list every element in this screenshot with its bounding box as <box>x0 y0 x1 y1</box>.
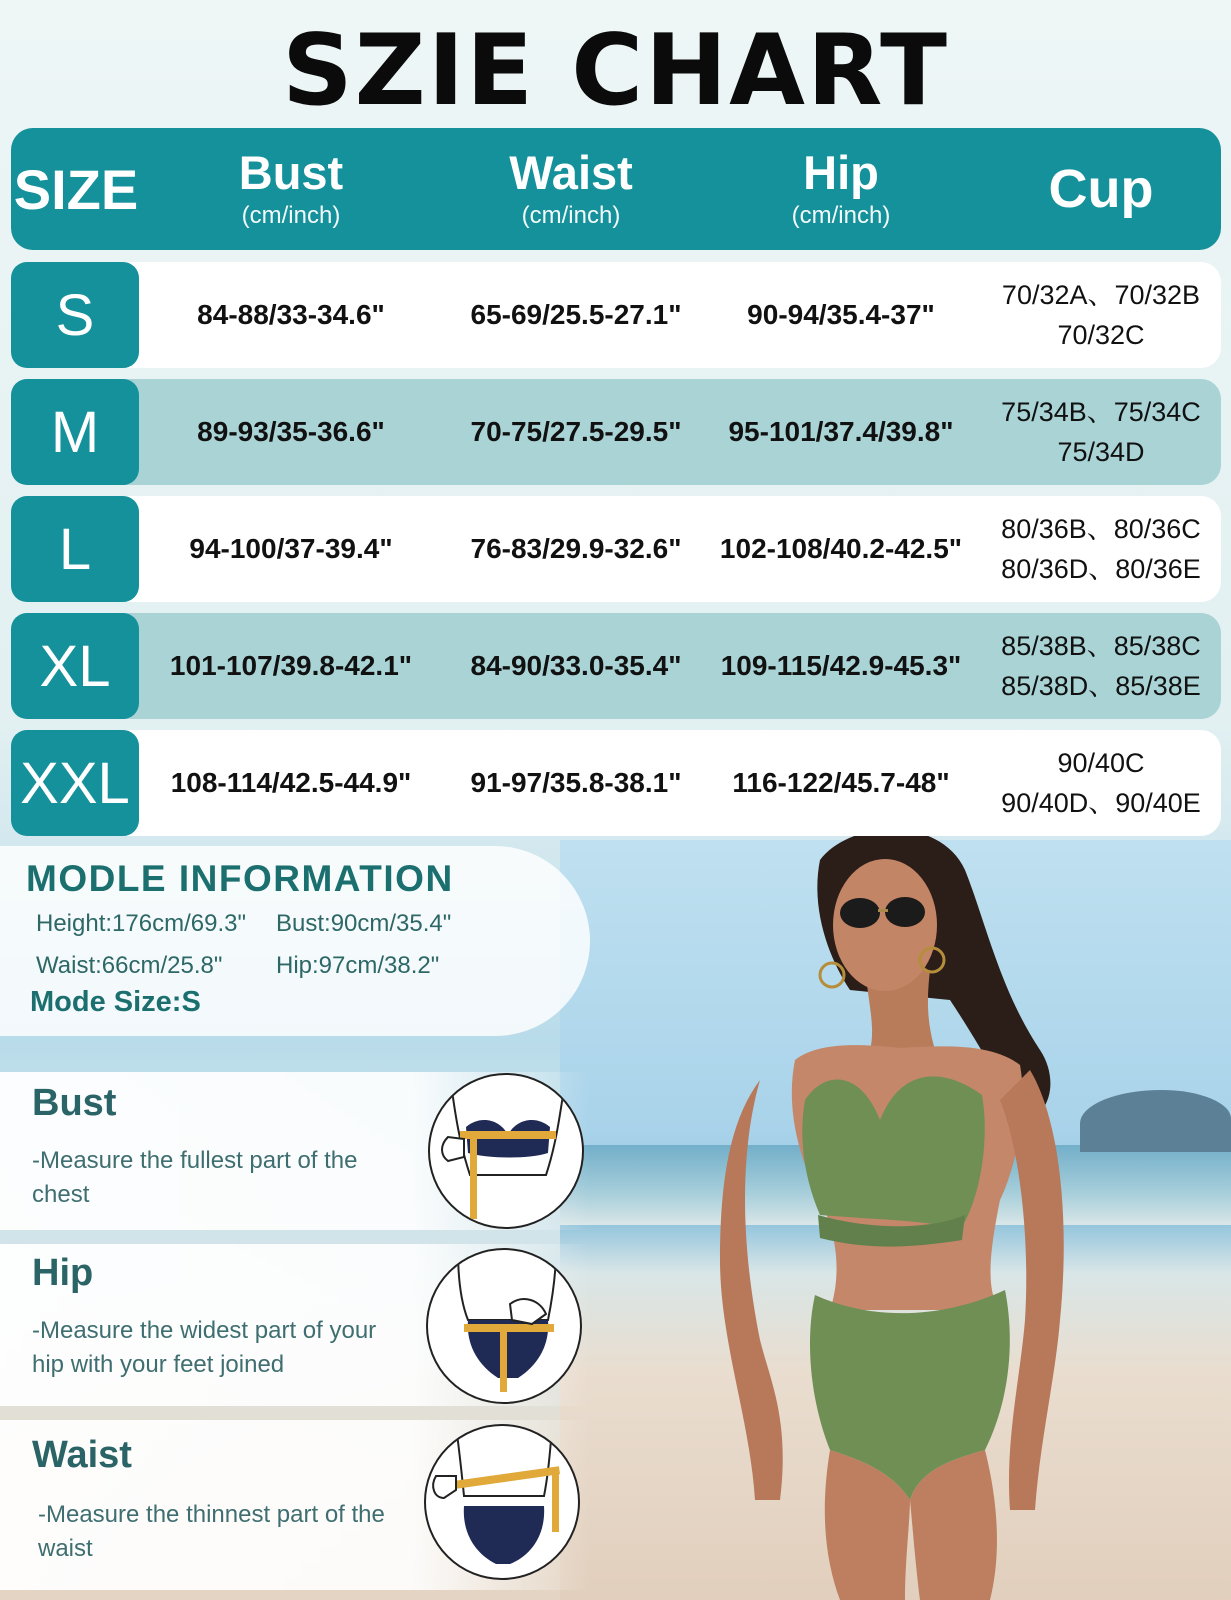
size-row-m <box>11 379 1221 485</box>
hip-value: 95-101/37.4/39.8" <box>728 416 954 447</box>
model-bust: Bust:90cm/35.4" <box>276 910 452 937</box>
model-hip: Hip:97cm/38.2" <box>276 952 440 979</box>
measure-waist-title: Waist <box>32 1434 132 1476</box>
page-title: SZIE CHART <box>282 14 949 128</box>
cup-line-1: 90/40C <box>1057 747 1145 778</box>
header-size-label: SIZE <box>13 157 139 221</box>
waist-value: 76-83/29.9-32.6" <box>470 533 682 564</box>
size-label: S <box>11 262 139 368</box>
cup-values <box>986 730 1216 836</box>
cup-values <box>986 379 1216 485</box>
cup-line-1: 75/34B、75/34C <box>1001 396 1201 427</box>
cup-line-2: 85/38D、85/38E <box>1001 671 1201 701</box>
cup-values <box>986 262 1216 368</box>
header-cup-label: Cup <box>1048 158 1154 219</box>
waist-value: 84-90/33.0-35.4" <box>470 650 682 681</box>
measure-hip-title: Hip <box>32 1252 94 1294</box>
size-label: XXL <box>11 730 139 836</box>
model-info-title: MODLE INFORMATION <box>26 858 454 899</box>
size-row-l <box>11 496 1221 602</box>
cup-line-1: 80/36B、80/36C <box>1001 513 1201 544</box>
waist-measure-icon <box>424 1424 580 1580</box>
size-label: L <box>11 496 139 602</box>
bust-measure-icon <box>428 1073 584 1229</box>
measure-bust-title: Bust <box>32 1082 117 1124</box>
size-row-xl <box>11 613 1221 719</box>
hip-value: 102-108/40.2-42.5" <box>719 533 963 564</box>
waist-value: 70-75/27.5-29.5" <box>470 416 682 447</box>
cup-line-1: 70/32A、70/32B <box>1001 279 1201 310</box>
model-height: Height:176cm/69.3" <box>36 910 246 937</box>
header-waist <box>441 128 701 250</box>
hip-value: 116-122/45.7-48" <box>732 767 950 798</box>
waist-value: 65-69/25.5-27.1" <box>470 299 682 330</box>
cup-line-2: 90/40D、90/40E <box>1001 788 1201 818</box>
measure-waist-desc: -Measure the thinnest part of the waist <box>38 1501 385 1563</box>
size-chart-header <box>11 128 1221 250</box>
bust-value: 108-114/42.5-44.9" <box>170 767 412 798</box>
header-hip-unit: (cm/inch) <box>791 201 891 229</box>
header-bust-label: Bust <box>238 146 344 200</box>
size-row-s <box>11 262 1221 368</box>
cup-line-2: 75/34D <box>1057 437 1145 467</box>
hip-measure-icon <box>426 1248 582 1404</box>
cup-values <box>986 496 1216 602</box>
bust-value: 89-93/35-36.6" <box>197 416 385 447</box>
size-label: M <box>11 379 139 485</box>
hip-value: 109-115/42.9-45.3" <box>720 650 962 681</box>
measure-hip-desc: -Measure the widest part of your hip with your feet joined <box>32 1317 377 1379</box>
cup-line-1: 85/38B、85/38C <box>1001 630 1201 661</box>
model-waist: Waist:66cm/25.8" <box>36 952 223 979</box>
bust-value: 94-100/37-39.4" <box>189 533 393 564</box>
header-cup <box>986 128 1216 250</box>
bust-value: 84-88/33-34.6" <box>197 299 385 330</box>
cup-line-2: 70/32C <box>1057 320 1145 350</box>
header-waist-unit: (cm/inch) <box>521 201 621 229</box>
measure-bust-desc: -Measure the fullest part of the chest <box>32 1147 358 1209</box>
header-bust-unit: (cm/inch) <box>241 201 341 229</box>
cup-values <box>986 613 1216 719</box>
bust-value: 101-107/39.8-42.1" <box>169 650 413 681</box>
model-photo <box>700 820 1120 1600</box>
header-size <box>11 128 141 250</box>
size-row-xxl <box>11 730 1221 836</box>
hip-value: 90-94/35.4-37" <box>747 299 935 330</box>
header-hip <box>711 128 971 250</box>
model-size: Mode Size:S <box>30 986 201 1018</box>
cup-line-2: 80/36D、80/36E <box>1001 554 1201 584</box>
model-info-panel <box>0 846 590 1036</box>
waist-value: 91-97/35.8-38.1" <box>470 767 682 798</box>
header-bust <box>161 128 421 250</box>
header-hip-label: Hip <box>803 146 879 200</box>
size-label: XL <box>11 613 139 719</box>
header-waist-label: Waist <box>509 146 633 200</box>
